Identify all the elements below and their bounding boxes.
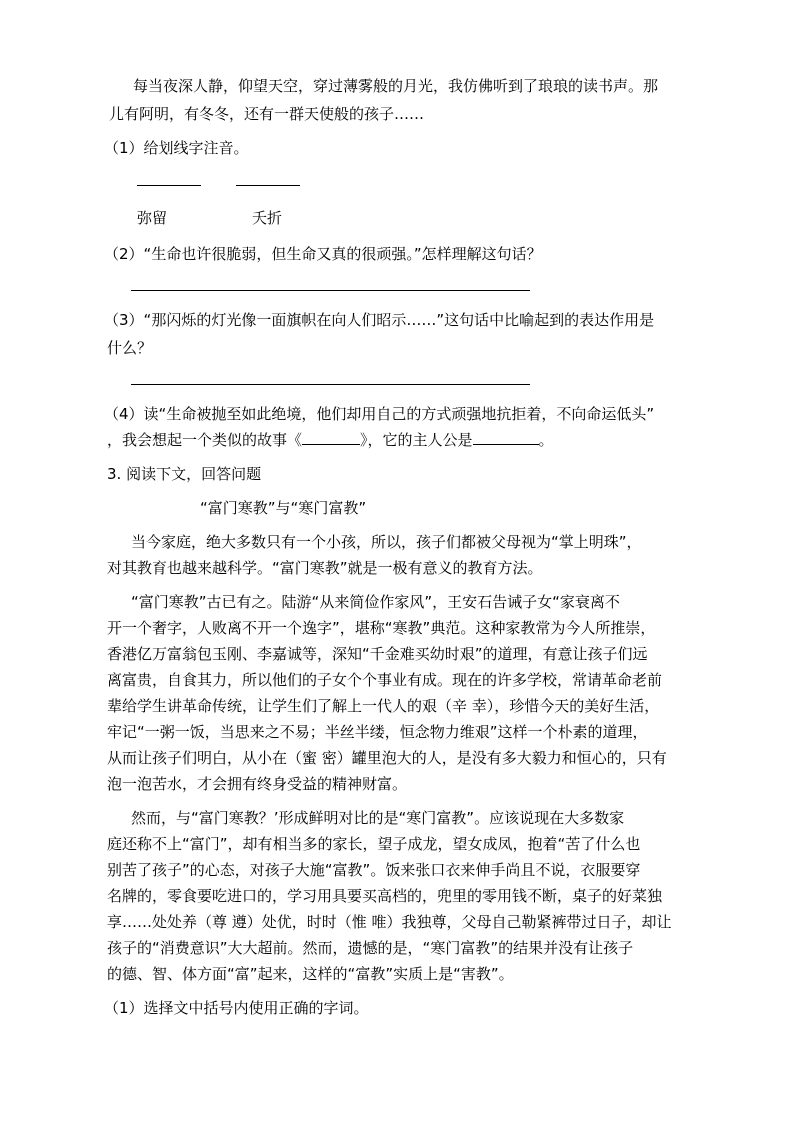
question-4-line-2 [107,429,554,450]
para-3-line-2: 庭还称不上“富门”，却有相当多的家长，望子成龙，望女成凤，抱着“苦了什么也 [107,835,641,853]
para-3-line-6: 孩子的“消费意识”大大超前。然而，遗憾的是，“寒门富教”的结果并没有让孩子 [107,939,634,957]
question-3-line-1: （3）“那闪烁的灯光像一面旗帜在向人们昭示……”这句话中比喻起到的表达作用是 [104,311,655,329]
para-2-line-2: 开一个奢字，人败离不开一个逸字”，堪称“寒教”典范。这种家教常为今人所推崇， [107,619,656,637]
para-2-line-8: 泡一泡苦水，才会拥有终身受益的精神财富。 [107,775,408,793]
question-4-text-a: ，我会想起一个类似的故事《 [107,431,303,449]
para-3-line-5: 享……处处养（尊 遵）处优，时时（惟 唯）我独尊，父母自己勒紧裤带过日子，却让 [107,913,672,931]
para-2-line-1: “富门寒教”古已有之。陆游“从来简俭作家风”，王安石告诫子女“家衰离不 [131,593,620,611]
para-3-line-4: 名牌的，零食要吃进口的，学习用具要买高档的，兜里的零用钱不断，桌子的好菜独 [107,887,663,905]
para-2-line-5: 辈给学生讲革命传统，让学生们了解上一代人的艰（辛 幸），珍惜今天的美好生活， [107,697,660,715]
article-title: “富门寒教”与“寒门富教” [200,499,367,517]
answer-blank-story[interactable] [302,430,360,445]
question-4-text-b: 》，它的主人公是 [360,431,473,449]
passage-line-2: 儿有阿明，有冬冬，还有一群天使般的孩子…… [109,105,425,123]
para-1-line-2: 对其教育也越来越科学。“富门寒教”就是一极有意义的教育方法。 [107,559,543,577]
para-3-line-1: 然而，与“富门寒教？’形成鲜明对比的是“寒门富教”。应该说现在大多数家 [131,809,625,827]
question-1-prompt: （1）给划线字注音。 [104,139,249,157]
question-2-prompt: （2）“生命也许很脆弱，但生命又真的很顽强。”怎样理解这句话？ [104,245,542,263]
para-1-line-1: 当今家庭，绝大多数只有一个小孩，所以，孩子们都被父母视为“掌上明珠”， [131,533,642,551]
para-3-line-3: 别苦了孩子”的心态，对孩子大施“富教”。饭来张口衣来伸手尚且不说，衣服要穿 [107,861,641,879]
answer-blank-word-1[interactable] [137,185,201,186]
question-4-line-1: （4）读“生命被抛至如此绝境，他们却用自己的方式顽强地抗拒着，不向命运低头” [104,405,655,423]
question-final-prompt: （1）选择文中括号内使用正确的字词。 [104,999,369,1017]
answer-line-q2[interactable] [131,290,530,291]
question-1-word-1: 弥留 [137,209,168,227]
para-2-line-7: 从而让孩子们明白，从小在（蜜 密）罐里泡大的人，是没有多大毅力和恒心的，只有 [107,749,667,767]
answer-line-q3[interactable] [131,384,530,385]
para-3-line-7: 的德、智、体方面“富”起来，这样的“富教”实质上是“害教”。 [107,965,514,983]
section-3-heading: 3. 阅读下文，回答问题 [107,465,262,483]
para-2-line-6: 牢记“一粥一饭，当思来之不易；半丝半缕，恒念物力维艰”这样一个朴素的道理， [107,723,648,741]
question-3-line-2: 什么？ [107,339,153,357]
question-1-word-2: 夭折 [252,209,283,227]
para-2-line-3: 香港亿万富翁包玉刚、李嘉诚等，深知“千金难买幼时艰”的道理，有意让孩子们远 [107,645,648,663]
para-2-line-4: 离富贵，自食其力，所以他们的子女个个事业有成。现在的许多学校，常请革命老前 [107,671,663,689]
answer-blank-protagonist[interactable] [473,430,539,445]
passage-line-1: 每当夜深人静，仰望天空，穿过薄雾般的月光，我仿佛听到了琅琅的读书声。那 [133,77,659,95]
answer-blank-word-2[interactable] [236,185,300,186]
question-4-text-c: 。 [538,431,554,449]
